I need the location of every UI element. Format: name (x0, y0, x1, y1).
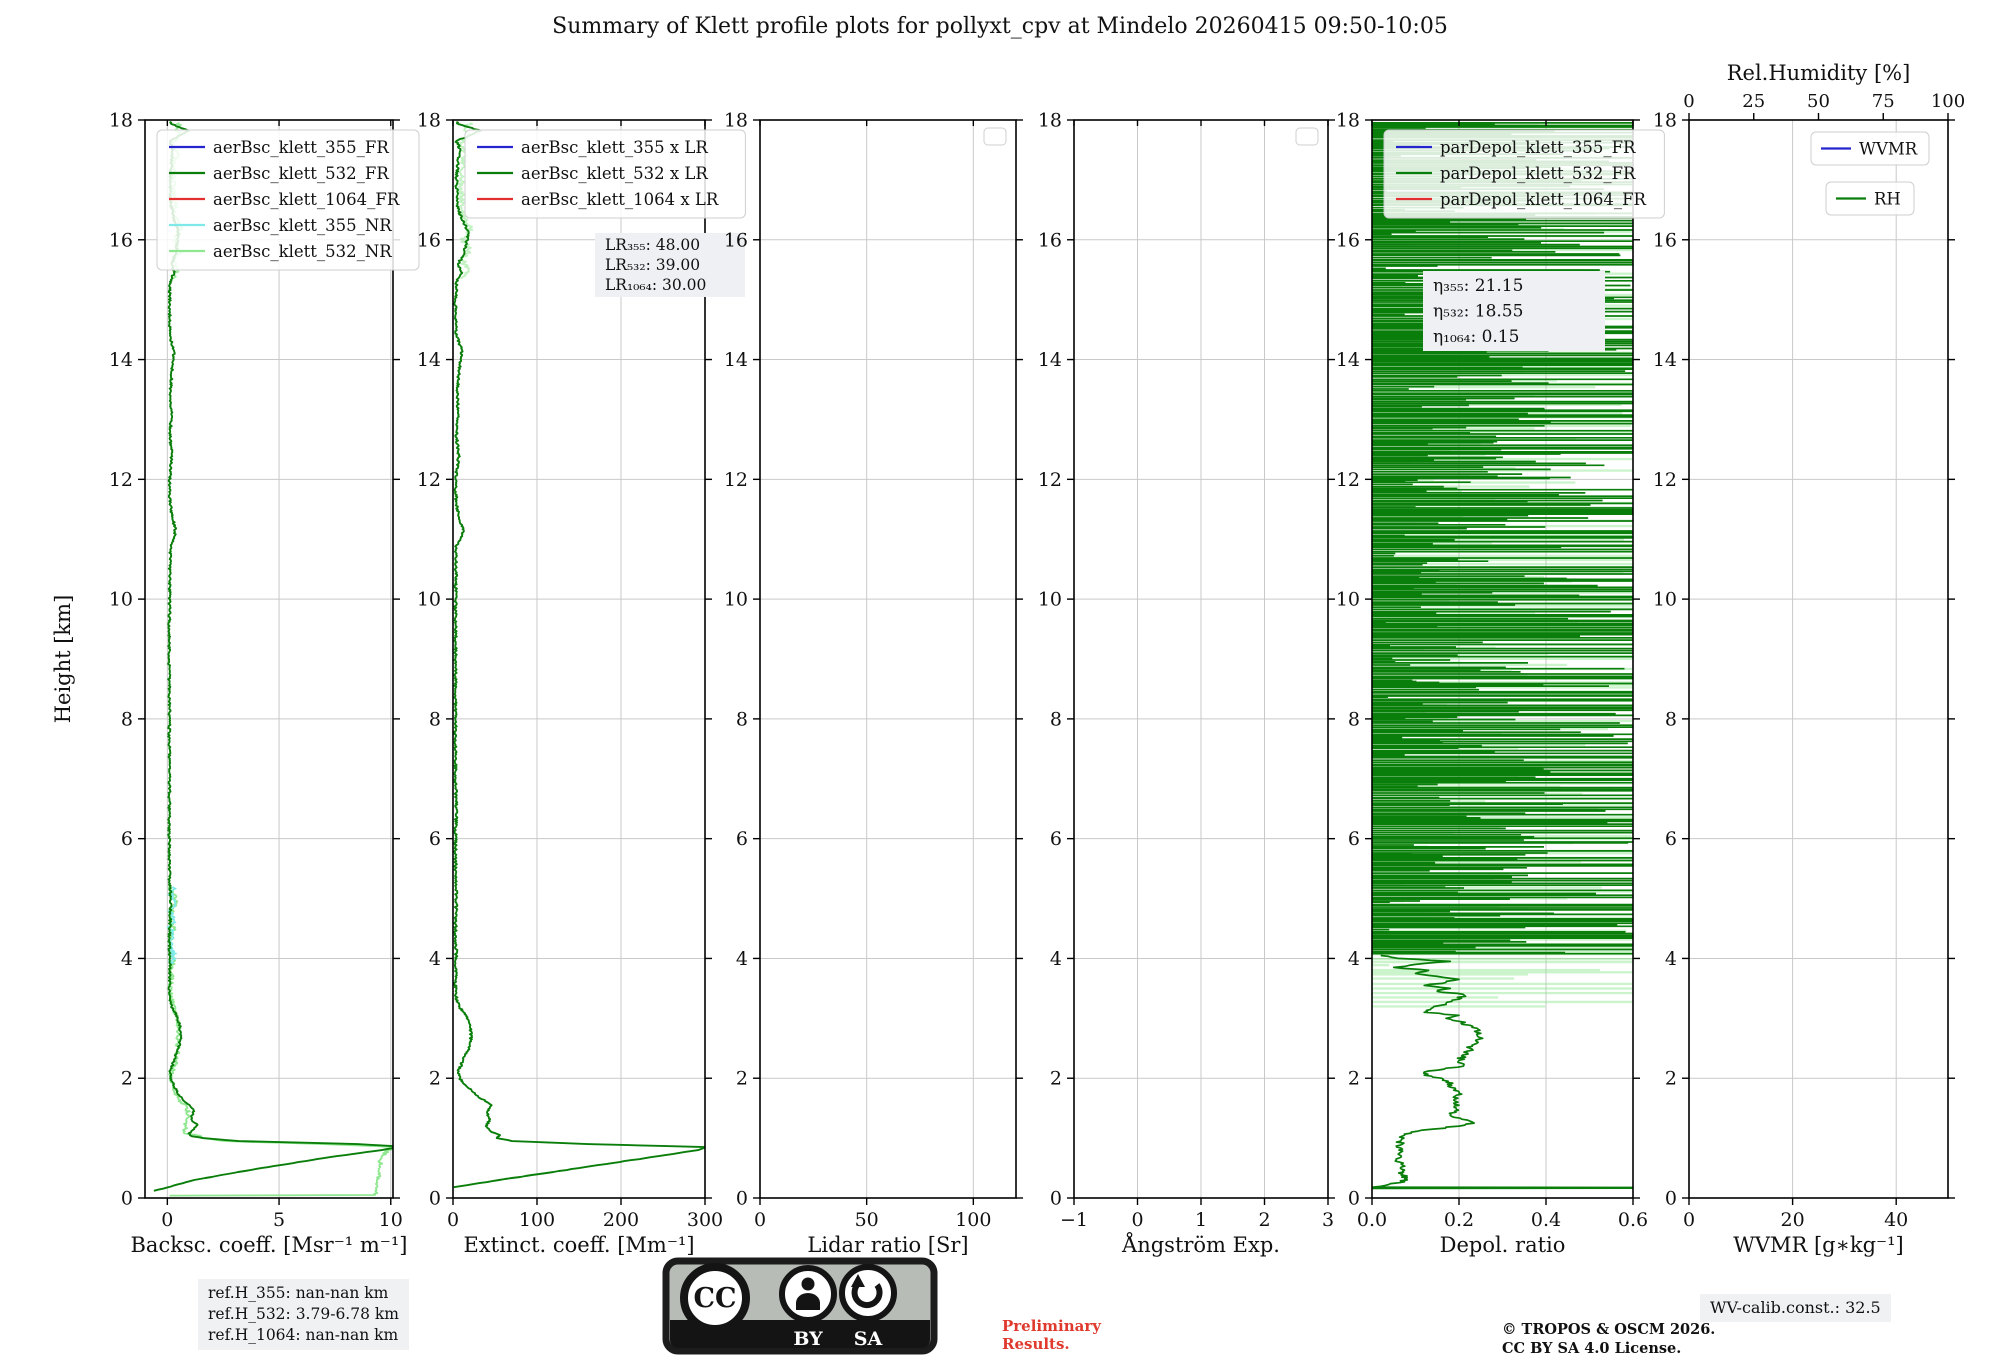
top-tick-label: 50 (1807, 91, 1830, 112)
series-aerBsc_klett_532_FR (154, 122, 401, 1191)
y-tick-label: 0 (1664, 1187, 1677, 1210)
x-tick-label: 300 (686, 1209, 724, 1231)
legend-label: parDepol_klett_532_FR (1440, 164, 1636, 183)
reference-heights-note (198, 1279, 409, 1350)
x-axis-label: Backsc. coeff. [Msr⁻¹ m⁻¹] (130, 1233, 408, 1257)
y-tick-label: 10 (1335, 588, 1360, 611)
legend-box-empty (984, 128, 1006, 145)
series-group (154, 122, 401, 1196)
y-tick-label: 12 (1335, 468, 1360, 491)
y-tick-label: 18 (1037, 109, 1062, 132)
y-tick-label: 2 (120, 1067, 133, 1090)
x-tick-label: 0 (1682, 1209, 1696, 1231)
y-tick-label: 6 (1347, 828, 1360, 851)
sa-label: SA (853, 1328, 883, 1350)
y-tick-label: 6 (120, 828, 133, 851)
y-tick-label: 0 (1347, 1187, 1360, 1210)
y-tick-label: 0 (735, 1187, 748, 1210)
x-tick-label: 0 (753, 1209, 767, 1231)
y-tick-label: 10 (108, 588, 133, 611)
legend-label: aerBsc_klett_355_NR (213, 216, 392, 235)
ref-h-532: ref.H_532: 3.79-6.78 km (208, 1305, 399, 1323)
legend-box-empty (1296, 128, 1318, 145)
x-tick-label: 100 (518, 1209, 556, 1231)
gridlines (1074, 120, 1328, 1198)
y-tick-label: 10 (416, 588, 441, 611)
x-tick-label: 0 (446, 1209, 460, 1231)
annotation-line: η₁₀₆₄: 0.15 (1433, 327, 1520, 347)
y-tick-label: 0 (1049, 1187, 1062, 1210)
x-tick-label: 40 (1884, 1209, 1909, 1231)
y-tick-label: 8 (428, 708, 441, 731)
y-tick-label: 10 (723, 588, 748, 611)
y-tick-label: 14 (108, 349, 133, 372)
y-tick-label: 12 (1037, 468, 1062, 491)
sa-arrow-icon (842, 1267, 894, 1319)
annotation-line: LR₁₀₆₄: 30.00 (605, 276, 707, 294)
x-axis-label: WVMR [g∗kg⁻¹] (1733, 1233, 1904, 1257)
x-axis-label: Ångström Exp. (1122, 1233, 1280, 1257)
x-tick-label: −1 (1059, 1209, 1089, 1231)
y-tick-label: 2 (428, 1067, 441, 1090)
y-tick-label: 4 (428, 947, 441, 970)
gridlines (1689, 120, 1948, 1198)
y-tick-label: 6 (1049, 828, 1062, 851)
x-tick-label: 0.6 (1617, 1209, 1649, 1231)
legend-label: aerBsc_klett_532_NR (213, 242, 392, 261)
series-aerBsc_klett_532_NR (169, 887, 401, 1196)
annotation-line: LR₅₃₂: 39.00 (605, 256, 701, 274)
legend-label: aerBsc_klett_1064 x LR (521, 190, 719, 209)
x-tick-label: 20 (1780, 1209, 1805, 1231)
x-tick-label: 0.2 (1443, 1209, 1475, 1231)
y-tick-label: 8 (120, 708, 133, 731)
x-tick-label: 100 (955, 1209, 992, 1231)
y-tick-label: 16 (1652, 229, 1677, 252)
legend-label: aerBsc_klett_355 x LR (521, 138, 708, 157)
y-tick-label: 18 (416, 109, 441, 132)
top-tick-label: 100 (1930, 91, 1966, 112)
x-tick-label: 5 (273, 1209, 286, 1231)
y-tick-label: 14 (1037, 349, 1062, 372)
top-axis-label: Rel.Humidity [%] (1726, 61, 1911, 85)
axes-frame (1689, 120, 1948, 1198)
preliminary-results-note: Preliminary Results. (1002, 1317, 1101, 1353)
x-tick-label: 10 (378, 1209, 403, 1231)
annotation-line: η₅₃₂: 18.55 (1433, 301, 1524, 322)
legend-label: RH (1874, 189, 1901, 209)
top-tick-label: 0 (1683, 91, 1695, 112)
gridlines (145, 120, 393, 1198)
y-axis-label: Height [km] (51, 594, 75, 724)
x-tick-label: 0.0 (1356, 1209, 1388, 1231)
legend-label: WVMR (1859, 139, 1918, 159)
y-tick-label: 4 (1664, 947, 1677, 970)
gridlines (760, 120, 1016, 1198)
y-tick-label: 2 (735, 1067, 748, 1090)
x-tick-label: 2 (1258, 1209, 1271, 1231)
y-tick-label: 14 (416, 349, 441, 372)
y-tick-label: 2 (1049, 1067, 1062, 1090)
y-tick-label: 0 (120, 1187, 133, 1210)
y-tick-label: 16 (416, 229, 441, 252)
y-tick-label: 4 (1049, 947, 1062, 970)
x-tick-label: 0 (1131, 1209, 1144, 1231)
x-tick-label: 0.4 (1530, 1209, 1562, 1231)
y-tick-label: 18 (108, 109, 133, 132)
legend-label: aerBsc_klett_532 x LR (521, 164, 708, 183)
y-tick-label: 4 (1347, 947, 1360, 970)
x-tick-label: 50 (854, 1209, 879, 1231)
y-tick-label: 2 (1664, 1067, 1677, 1090)
series-parDepol_klett_532_FR_noise (1372, 123, 1633, 954)
y-tick-label: 8 (1049, 708, 1062, 731)
y-tick-label: 18 (723, 109, 748, 132)
top-tick-label: 25 (1742, 91, 1766, 112)
y-tick-label: 14 (1652, 349, 1677, 372)
series-parDepol_klett_532_FR (1372, 956, 1642, 1189)
axis-ticks (138, 120, 400, 1205)
axis-ticks (753, 120, 1023, 1205)
panel-depol (1336, 110, 1665, 1258)
y-tick-label: 8 (735, 708, 748, 731)
annotation-line: LR₃₅₅: 48.00 (605, 236, 701, 254)
y-tick-label: 6 (1664, 828, 1677, 851)
y-tick-label: 18 (1652, 109, 1677, 132)
x-tick-label: 1 (1194, 1209, 1208, 1231)
y-tick-label: 2 (1347, 1067, 1360, 1090)
cc-icon-label: CC (693, 1283, 737, 1314)
y-tick-label: 4 (120, 947, 133, 970)
x-tick-label: 200 (602, 1209, 640, 1231)
panel-lidar-ratio (724, 110, 1023, 1258)
y-tick-label: 8 (1347, 708, 1360, 731)
copyright-note: © TROPOS & OSCM 2026. CC BY SA 4.0 License. (1502, 1321, 1716, 1357)
wv-calibration-note: WV-calib.const.: 32.5 (1700, 1294, 1891, 1322)
top-tick-label: 75 (1871, 91, 1895, 112)
cc-by-sa-badge (662, 1257, 938, 1355)
y-tick-label: 4 (735, 947, 748, 970)
legend-label: parDepol_klett_355_FR (1440, 138, 1636, 157)
y-tick-label: 16 (1335, 229, 1360, 252)
y-tick-label: 16 (1037, 229, 1062, 252)
x-axis-label: Lidar ratio [Sr] (807, 1233, 969, 1257)
y-tick-label: 6 (428, 828, 441, 851)
x-axis-label: Depol. ratio (1439, 1233, 1566, 1257)
panel-angstroem (1038, 110, 1335, 1258)
y-tick-label: 18 (1335, 109, 1360, 132)
x-tick-label: 0 (161, 1209, 174, 1231)
legend-label: aerBsc_klett_355_FR (213, 138, 389, 157)
x-tick-label: 3 (1321, 1209, 1335, 1231)
axes-frame (760, 120, 1016, 1198)
panel-extinction (417, 110, 746, 1258)
y-tick-label: 10 (1652, 588, 1677, 611)
ref-h-1064: ref.H_1064: nan-nan km (208, 1326, 399, 1344)
y-tick-label: 10 (1037, 588, 1062, 611)
y-tick-label: 6 (735, 828, 748, 851)
y-tick-label: 0 (428, 1187, 441, 1210)
y-tick-label: 14 (1335, 349, 1360, 372)
y-tick-label: 16 (723, 229, 748, 252)
y-tick-label: 16 (108, 229, 133, 252)
axes-frame (145, 120, 393, 1198)
figure-title: Summary of Klett profile plots for pollyxt_cpv at Mindelo 20260415 09:50-10:05 (552, 14, 1448, 39)
panel-wvmr (1653, 61, 1965, 1257)
ref-h-355: ref.H_355: nan-nan km (208, 1284, 389, 1302)
x-axis-label: Extinct. coeff. [Mm⁻¹] (463, 1233, 695, 1257)
axis-ticks (1682, 113, 1955, 1205)
legend-label: aerBsc_klett_1064_FR (213, 190, 400, 209)
y-tick-label: 12 (1652, 468, 1677, 491)
by-label: BY (793, 1328, 823, 1350)
y-tick-label: 12 (108, 468, 133, 491)
legend-label: aerBsc_klett_532_FR (213, 164, 389, 183)
annotation-line: η₃₅₅: 21.15 (1433, 276, 1524, 296)
y-tick-label: 8 (1664, 708, 1677, 731)
y-tick-label: 12 (416, 468, 441, 491)
y-tick-label: 12 (723, 468, 748, 491)
y-tick-label: 14 (723, 349, 748, 372)
panel-backscatter (109, 110, 419, 1258)
legend-label: parDepol_klett_1064_FR (1440, 190, 1646, 209)
